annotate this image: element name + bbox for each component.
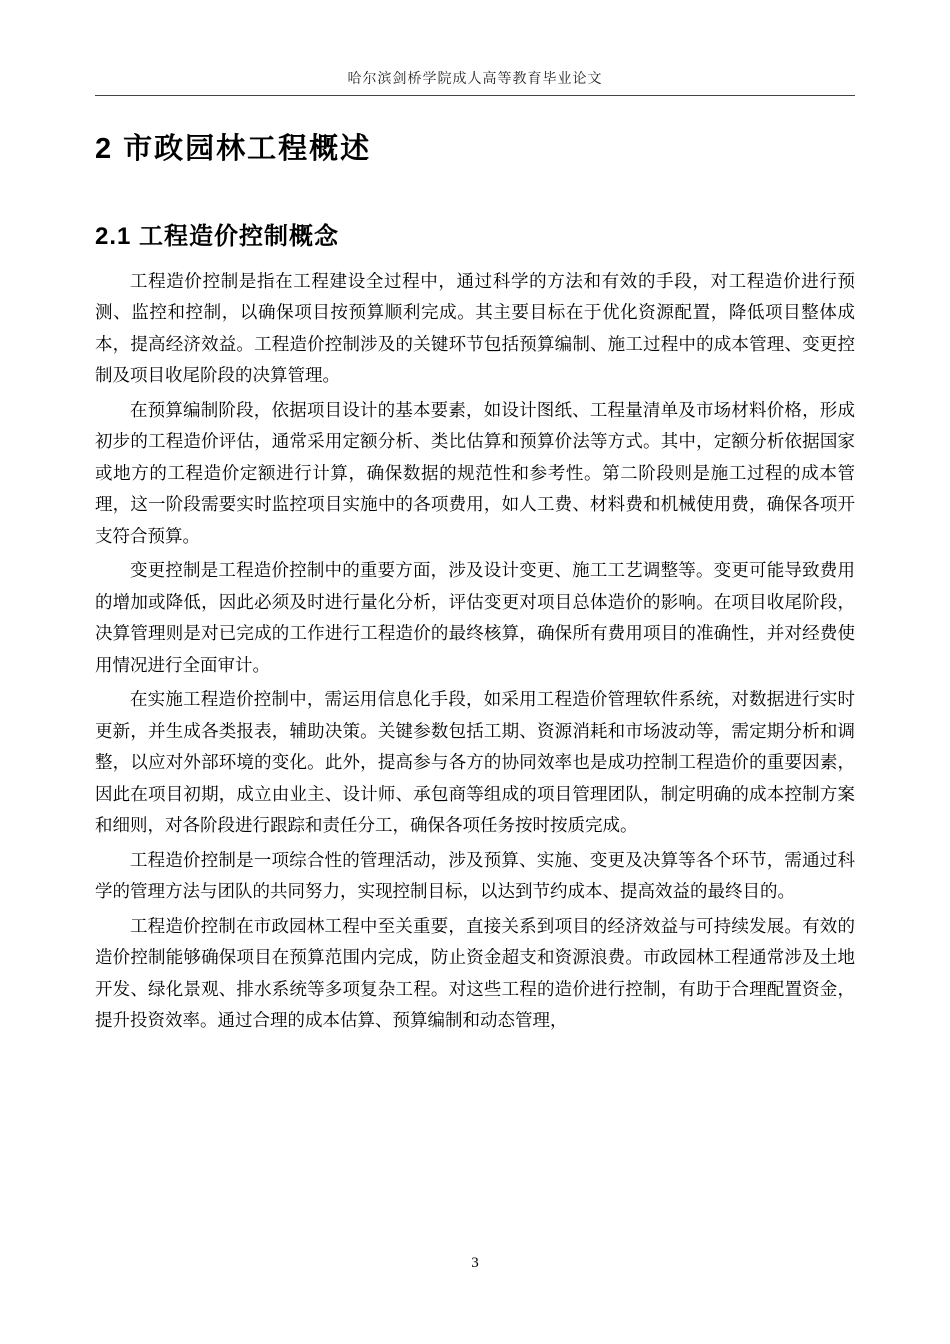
- page-footer: [0, 1255, 950, 1272]
- section-heading: 2.1 工程造价控制概念: [95, 222, 340, 250]
- paragraph: 工程造价控制是指在工程建设全过程中，通过科学的方法和有效的手段，对工程造价进行预测、监控和控制，以确保项目按预算顺利完成。其主要目标在于优化资源配置，降低项目整体成本，提高经济效益。工程造价控制涉及的关键环节包括预算编制、施工过程中的成本管理、变更控制及项目收尾阶段的决算管理。: [95, 270, 855, 386]
- paragraph: 工程造价控制是一项综合性的管理活动，涉及预算、实施、变更及决算等各个环节，需通过科学的管理方法与团队的共同努力，实现控制目标，以达到节约成本、提高效益的最终目的。: [95, 849, 855, 902]
- paragraph: 在预算编制阶段，依据项目设计的基本要素，如设计图纸、工程量清单及市场材料价格，形成初步的工程造价评估，通常采用定额分析、类比估算和预算价法等方式。其中，定额分析依据国家或地方的工程造价定额进行计算，确保数据的规范性和参考性。第二阶段则是施工过程的成本管理，这一阶段需要实时监控项目实施中的各项费用，如人工费、材料费和机械使用费，确保各项开支符合预算。: [95, 399, 855, 546]
- chapter-heading: 2 市政园林工程概述: [95, 133, 372, 165]
- page-header: [95, 68, 855, 96]
- body-text: [95, 266, 855, 1037]
- page-header-text: 哈尔滨剑桥学院成人高等教育毕业论文: [347, 72, 603, 87]
- paragraph: 变更控制是工程造价控制中的重要方面，涉及设计变更、施工工艺调整等。变更可能导致费用的增加或降低，因此必须及时进行量化分析，评估变更对项目总体造价的影响。在项目收尾阶段，决算管理则是对已完成的工作进行工程造价的最终核算，确保所有费用项目的准确性，并对经费使用情况进行全面审计。: [95, 560, 855, 675]
- page-number: 3: [471, 1255, 479, 1271]
- paragraph: 工程造价控制在市政园林工程中至关重要，直接关系到项目的经济效益与可持续发展。有效的造价控制能够确保项目在预算范围内完成，防止资金超支和资源浪费。市政园林工程通常涉及土地开发、绿化景观、排水系统等多项复杂工程。对这些工程的造价进行控制，有助于合理配置资金，提升投资效率。通过合理的成本估算、预算编制和动态管理，: [95, 915, 855, 1031]
- paragraph: 在实施工程造价控制中，需运用信息化手段，如采用工程造价管理软件系统，对数据进行实时更新，并生成各类报表，辅助决策。关键参数包括工期、资源消耗和市场波动等，需定期分析和调整，以应对外部环境的变化。此外，提高参与各方的协同效率也是成功控制工程造价的重要因素，因此在项目初期，成立由业主、设计师、承包商等组成的项目管理团队，制定明确的成本控制方案和细则，对各阶段进行跟踪和责任分工，确保各项任务按时按质完成。: [95, 689, 855, 836]
